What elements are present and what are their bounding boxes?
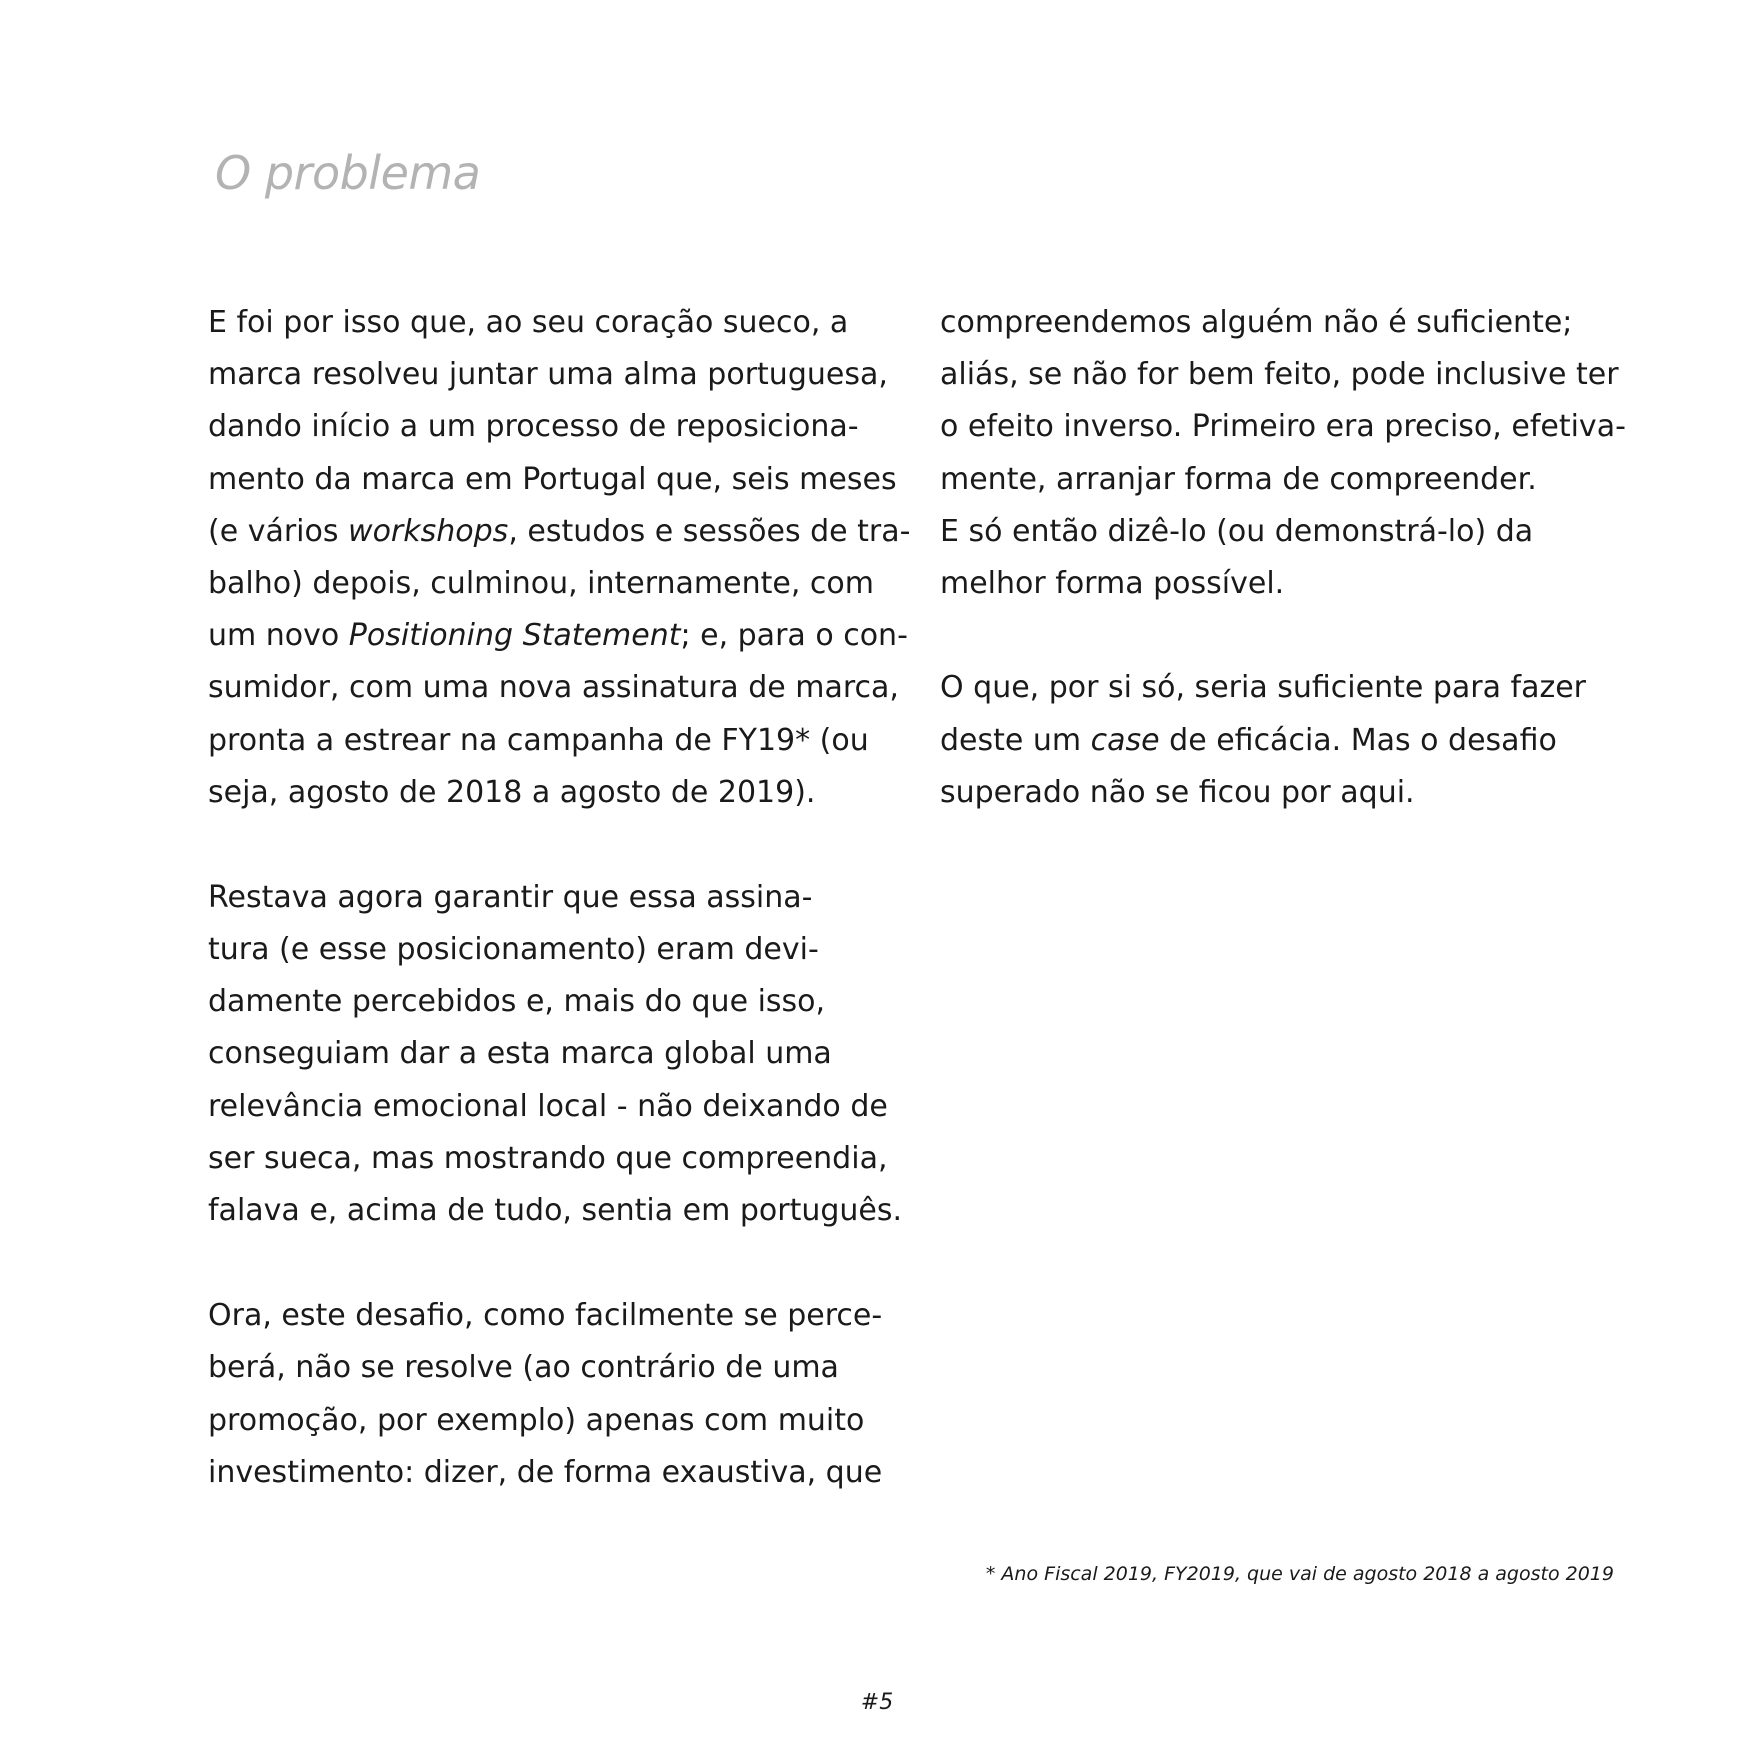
text-segment: de eficácia. Mas o desafio bbox=[1159, 722, 1557, 758]
text-line bbox=[208, 715, 908, 767]
text-line: Restava agora garantir que essa assina- bbox=[208, 879, 813, 915]
text-line bbox=[940, 767, 1660, 819]
paragraph-5 bbox=[940, 662, 1660, 819]
text-line: E só então dizê-lo (ou demonstrá-lo) da bbox=[940, 513, 1534, 549]
text-segment: sumidor, com uma nova assinatura de marca, bbox=[208, 670, 899, 706]
text-line bbox=[208, 610, 908, 662]
paragraph-4 bbox=[940, 297, 1660, 610]
text-line: berá, não se resolve (ao contrário de uma bbox=[208, 1350, 839, 1386]
text-line: relevância emocional local - não deixando de bbox=[208, 1088, 888, 1124]
text-segment: marca resolveu juntar uma alma portuguesa, bbox=[208, 357, 888, 393]
text-line: investimento: dizer, de forma exaustiva, que bbox=[208, 1454, 883, 1490]
right-column bbox=[940, 297, 1660, 819]
text-segment: dando início a um processo de reposiciona- bbox=[208, 409, 859, 445]
text-segment: (e vários bbox=[208, 513, 349, 549]
text-line bbox=[208, 506, 911, 558]
text-line: conseguiam dar a esta marca global uma bbox=[208, 1036, 832, 1072]
text-line bbox=[208, 297, 908, 349]
text-line: melhor forma possível. bbox=[940, 565, 1285, 601]
italic-term: workshops bbox=[348, 513, 509, 549]
text-line bbox=[208, 401, 908, 453]
text-line: ser sueca, mas mostrando que compreendia, bbox=[208, 1140, 888, 1176]
italic-term: case bbox=[1090, 722, 1160, 758]
text-segment: O que, por si só, seria suficiente para fazer bbox=[940, 670, 1586, 706]
text-line: o efeito inverso. Primeiro era preciso, efetiva- bbox=[940, 409, 1626, 445]
text-line bbox=[208, 349, 908, 401]
text-segment: E foi por isso que, ao seu coração sueco, a bbox=[208, 305, 849, 340]
page-number: #5 bbox=[860, 1690, 894, 1715]
italic-term: Positioning Statement bbox=[348, 618, 681, 654]
text-segment: seja, agosto de 2018 a agosto de 2019). bbox=[208, 774, 816, 810]
text-line: Ora, este desafio, como facilmente se perce- bbox=[208, 1298, 883, 1334]
text-segment: superado não se ficou por aqui. bbox=[940, 774, 1415, 810]
text-line: aliás, se não for bem feito, pode inclusive ter bbox=[940, 357, 1619, 393]
text-line: tura (e esse posicionamento) eram devi- bbox=[208, 932, 819, 968]
text-line: mente, arranjar forma de compreender. bbox=[940, 461, 1537, 497]
text-line bbox=[208, 558, 908, 610]
text-segment: deste um bbox=[940, 722, 1091, 758]
text-line bbox=[940, 662, 1660, 714]
text-segment: mento da marca em Portugal que, seis meses bbox=[208, 461, 897, 497]
text-line: compreendemos alguém não é suficiente; bbox=[940, 305, 1573, 340]
text-segment: ; e, para o con- bbox=[680, 618, 908, 654]
text-line: falava e, acima de tudo, sentia em português. bbox=[208, 1193, 903, 1228]
text-segment: , estudos e sessões de tra- bbox=[508, 513, 911, 549]
text-line bbox=[208, 767, 908, 819]
text-line bbox=[940, 715, 1660, 767]
paragraph-3 bbox=[208, 1290, 908, 1499]
page-title: O problema bbox=[215, 146, 481, 200]
footnote: * Ano Fiscal 2019, FY2019, que vai de agosto 2018 a agosto 2019 bbox=[985, 1563, 1614, 1585]
text-line bbox=[208, 454, 908, 506]
text-segment: balho) depois, culminou, internamente, com bbox=[208, 565, 874, 601]
text-line: damente percebidos e, mais do que isso, bbox=[208, 984, 826, 1020]
text-segment: pronta a estrear na campanha de FY19* (ou bbox=[208, 722, 869, 758]
text-line bbox=[208, 662, 908, 714]
paragraph-1 bbox=[208, 297, 911, 819]
text-segment: um novo bbox=[208, 618, 349, 654]
text-line: promoção, por exemplo) apenas com muito bbox=[208, 1402, 865, 1438]
paragraph-2 bbox=[208, 872, 908, 1237]
left-column bbox=[208, 297, 911, 1499]
